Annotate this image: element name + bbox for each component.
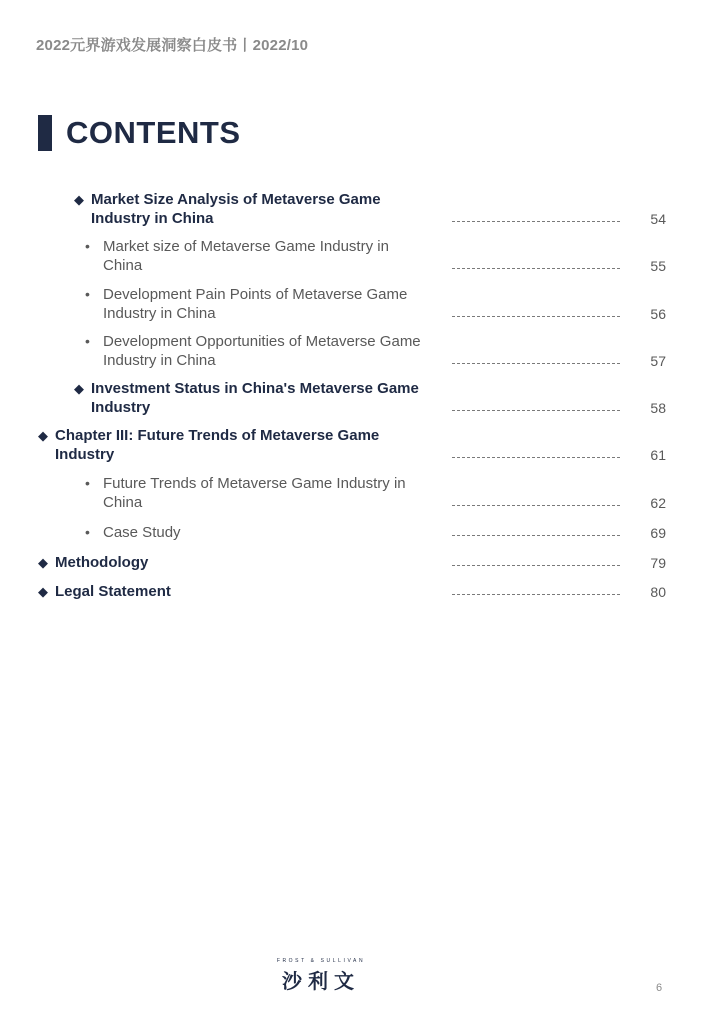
- toc-entry-title: [55, 553, 148, 572]
- toc-entry-title-line: Industry in China: [103, 352, 216, 369]
- bullet-icon: •: [85, 475, 90, 491]
- bullet-icon: •: [85, 524, 90, 540]
- toc-page-number: 79: [650, 555, 666, 571]
- bullet-icon: •: [85, 238, 90, 254]
- toc-page-number: 56: [650, 306, 666, 322]
- diamond-bullet-icon: ◆: [38, 428, 48, 443]
- toc-entry-title: [55, 426, 379, 464]
- toc-entry-title: [55, 582, 171, 601]
- toc-entry-title-line: Methodology: [55, 554, 149, 571]
- contents-heading: [38, 114, 241, 152]
- toc-entry-title-line: China: [103, 494, 143, 511]
- logo-chinese-text: 沙利文: [282, 969, 360, 993]
- toc-page-number: 69: [650, 525, 666, 541]
- toc-entry-title-line: Industry: [91, 399, 151, 416]
- toc-entry-title-line: Development Opportunities of Metaverse Game: [103, 333, 421, 350]
- dotted-leader: [452, 316, 620, 317]
- bullet-icon: •: [85, 286, 90, 302]
- toc-page-number: 55: [650, 258, 666, 274]
- toc-entry-title-line: Industry: [55, 446, 115, 463]
- diamond-bullet-icon: ◆: [38, 584, 48, 599]
- dotted-leader: [452, 535, 620, 536]
- toc-entry-title: [103, 523, 181, 542]
- toc-entry-title-line: Development Pain Points of Metaverse Game: [103, 286, 408, 303]
- toc-page-number: 80: [650, 584, 666, 600]
- contents-title: CONTENTS: [66, 115, 241, 150]
- toc-entry-title-line: Market Size Analysis of Metaverse Game: [91, 191, 381, 208]
- page-number: 6: [656, 982, 663, 994]
- dotted-leader: [452, 457, 620, 458]
- toc-entry-title: [103, 332, 421, 370]
- diamond-bullet-icon: ◆: [38, 555, 48, 570]
- toc-page-number: 58: [650, 400, 666, 416]
- dotted-leader: [452, 268, 620, 269]
- toc-entry-title: [91, 190, 381, 228]
- toc-entry-title-line: Legal Statement: [55, 583, 171, 600]
- dotted-leader: [452, 410, 620, 411]
- dotted-leader: [452, 505, 620, 506]
- logo-english-text: FROST & SULLIVAN: [276, 958, 366, 964]
- toc-entry-title: [103, 285, 407, 323]
- toc-entry-title-line: Future Trends of Metaverse Game Industry in: [103, 475, 406, 492]
- toc-entry-title-line: Market size of Metaverse Game Industry in: [103, 238, 389, 255]
- toc-entry-title-line: Case Study: [103, 524, 181, 541]
- toc-entry-title: [103, 237, 389, 275]
- diamond-bullet-icon: ◆: [74, 381, 84, 396]
- dotted-leader: [452, 363, 620, 364]
- dotted-leader: [452, 594, 620, 595]
- toc-entry-title-line: Industry in China: [91, 210, 214, 227]
- toc-page-number: 61: [650, 447, 666, 463]
- document-header: 2022元界游戏发展洞察白皮书丨2022/10: [36, 37, 309, 54]
- toc-entry-title-line: Chapter III: Future Trends of Metaverse Game: [55, 427, 380, 444]
- bullet-icon: •: [85, 333, 90, 349]
- toc-entry-title-line: Industry in China: [103, 305, 216, 322]
- diamond-bullet-icon: ◆: [74, 192, 84, 207]
- toc-page-number: 57: [650, 353, 666, 369]
- dotted-leader: [452, 565, 620, 566]
- toc-page-number: 62: [650, 495, 666, 511]
- toc-entry-title: [91, 379, 419, 417]
- toc-entry-title-line: Investment Status in China's Metaverse Game: [91, 380, 419, 397]
- frost-sullivan-logo: [266, 958, 376, 994]
- heading-accent-bar: [38, 115, 52, 151]
- toc-page-number: 54: [650, 211, 666, 227]
- dotted-leader: [452, 221, 620, 222]
- toc-entry-title: [103, 474, 406, 512]
- toc-entry-title-line: China: [103, 257, 143, 274]
